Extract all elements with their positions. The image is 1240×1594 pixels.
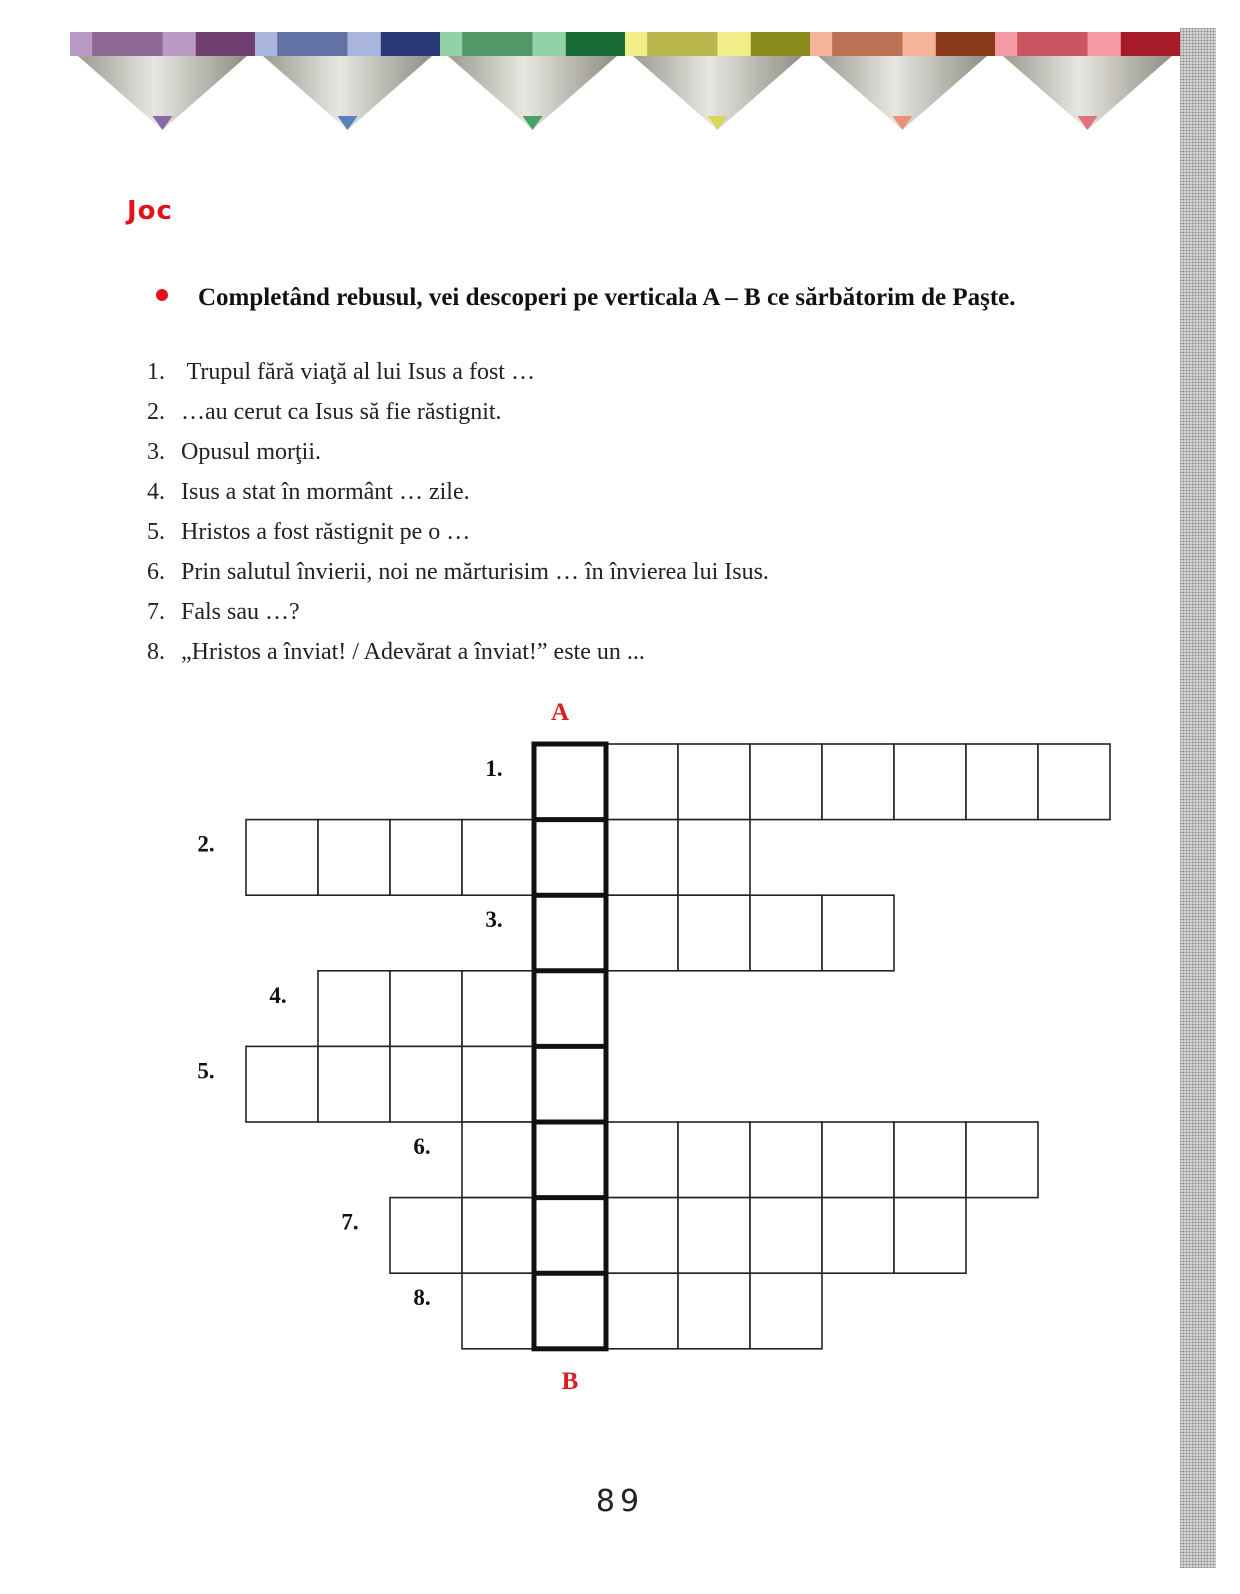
crossword-cell[interactable] bbox=[894, 1198, 966, 1274]
crossword-cell[interactable] bbox=[390, 820, 462, 896]
crossword-cell[interactable] bbox=[462, 1273, 534, 1349]
crossword-cell[interactable] bbox=[534, 1273, 606, 1349]
crossword-cell[interactable] bbox=[462, 1122, 534, 1198]
section-title: Joc bbox=[127, 196, 173, 226]
clue-number: 7. bbox=[147, 599, 165, 625]
clue-number: 3. bbox=[147, 439, 165, 465]
clue-text: „Hristos a înviat! / Adevărat a înviat!” este un ... bbox=[181, 639, 645, 665]
crossword-cell[interactable] bbox=[534, 820, 606, 896]
crossword-cell[interactable] bbox=[534, 971, 606, 1047]
crossword-cell[interactable] bbox=[966, 744, 1038, 820]
crossword-cell[interactable] bbox=[606, 1273, 678, 1349]
crossword-cell[interactable] bbox=[678, 1122, 750, 1198]
crossword-cell[interactable] bbox=[894, 744, 966, 820]
crossword-cell[interactable] bbox=[390, 1046, 462, 1122]
crossword-cell[interactable] bbox=[678, 1198, 750, 1274]
crossword-cell[interactable] bbox=[750, 895, 822, 971]
clue-number: 8. bbox=[147, 639, 165, 665]
crossword-row-label: 3. bbox=[485, 907, 503, 933]
crossword-cell[interactable] bbox=[534, 895, 606, 971]
clue-text: Prin salutul învierii, noi ne mărturisim … în învierea lui Isus. bbox=[181, 559, 769, 585]
instruction-text: Completând rebusul, vei descoperi pe verticala A – B ce sărbătorim de Paşte. bbox=[198, 284, 1016, 311]
clue-number: 5. bbox=[147, 519, 165, 545]
crossword-cell[interactable] bbox=[678, 895, 750, 971]
crossword-cell[interactable] bbox=[246, 820, 318, 896]
crossword-cell[interactable] bbox=[1038, 744, 1110, 820]
crossword-row-label: 5. bbox=[197, 1058, 215, 1084]
crossword-cell[interactable] bbox=[678, 820, 750, 896]
crossword-row-label: 8. bbox=[413, 1285, 431, 1311]
crossword-cell[interactable] bbox=[606, 1122, 678, 1198]
crossword-cell[interactable] bbox=[750, 1273, 822, 1349]
crossword-row-label: 4. bbox=[269, 982, 287, 1008]
clue-number: 4. bbox=[147, 479, 165, 505]
crossword-cell[interactable] bbox=[462, 820, 534, 896]
clue-text: Opusul morţii. bbox=[181, 439, 322, 465]
clue-text: Hristos a fost răstignit pe o … bbox=[181, 519, 471, 545]
crossword-cell[interactable] bbox=[534, 1046, 606, 1122]
clue-text: …au cerut ca Isus să fie răstignit. bbox=[181, 399, 502, 425]
crossword-cell[interactable] bbox=[462, 1046, 534, 1122]
clue-text: Trupul fără viaţă al lui Isus a fost … bbox=[181, 359, 535, 385]
crossword-cell[interactable] bbox=[750, 744, 822, 820]
crossword-cell[interactable] bbox=[462, 971, 534, 1047]
crossword-cell[interactable] bbox=[534, 1122, 606, 1198]
crossword-cell[interactable] bbox=[462, 1198, 534, 1274]
crossword-label-a: A bbox=[550, 699, 570, 726]
crossword-cell[interactable] bbox=[246, 1046, 318, 1122]
crossword-cell[interactable] bbox=[822, 1198, 894, 1274]
crossword-cell[interactable] bbox=[606, 895, 678, 971]
crossword-cell[interactable] bbox=[318, 971, 390, 1047]
crossword-cell[interactable] bbox=[822, 895, 894, 971]
crossword-cell[interactable] bbox=[822, 1122, 894, 1198]
crossword-cell[interactable] bbox=[390, 971, 462, 1047]
clue-number: 2. bbox=[147, 399, 165, 425]
crossword-cell[interactable] bbox=[678, 1273, 750, 1349]
crossword-cell[interactable] bbox=[822, 744, 894, 820]
crossword-cell[interactable] bbox=[678, 744, 750, 820]
crossword-cell[interactable] bbox=[534, 744, 606, 820]
clue-number: 1. bbox=[147, 359, 165, 385]
crossword-row-label: 6. bbox=[413, 1134, 431, 1159]
clue-text: Fals sau …? bbox=[181, 599, 300, 625]
crossword-cell[interactable] bbox=[750, 1122, 822, 1198]
clue-text: Isus a stat în mormânt … zile. bbox=[181, 479, 470, 505]
crossword-cell[interactable] bbox=[318, 820, 390, 896]
crossword-label-b: B bbox=[561, 1367, 579, 1395]
crossword-row-label: 1. bbox=[485, 756, 503, 781]
crossword-row-label: 7. bbox=[341, 1209, 359, 1235]
crossword-cell[interactable] bbox=[966, 1122, 1038, 1198]
crossword-cell[interactable] bbox=[894, 1122, 966, 1198]
crossword-cell[interactable] bbox=[606, 820, 678, 896]
crossword-cell[interactable] bbox=[534, 1198, 606, 1274]
crossword-cell[interactable] bbox=[750, 1198, 822, 1274]
clue-number: 6. bbox=[147, 559, 165, 585]
crossword-cell[interactable] bbox=[606, 744, 678, 820]
crossword-row-label: 2. bbox=[197, 831, 215, 857]
crossword-cell[interactable] bbox=[606, 1198, 678, 1274]
crossword-cell[interactable] bbox=[390, 1198, 462, 1274]
page-number: 89 bbox=[595, 1484, 645, 1519]
crossword-cell[interactable] bbox=[318, 1046, 390, 1122]
